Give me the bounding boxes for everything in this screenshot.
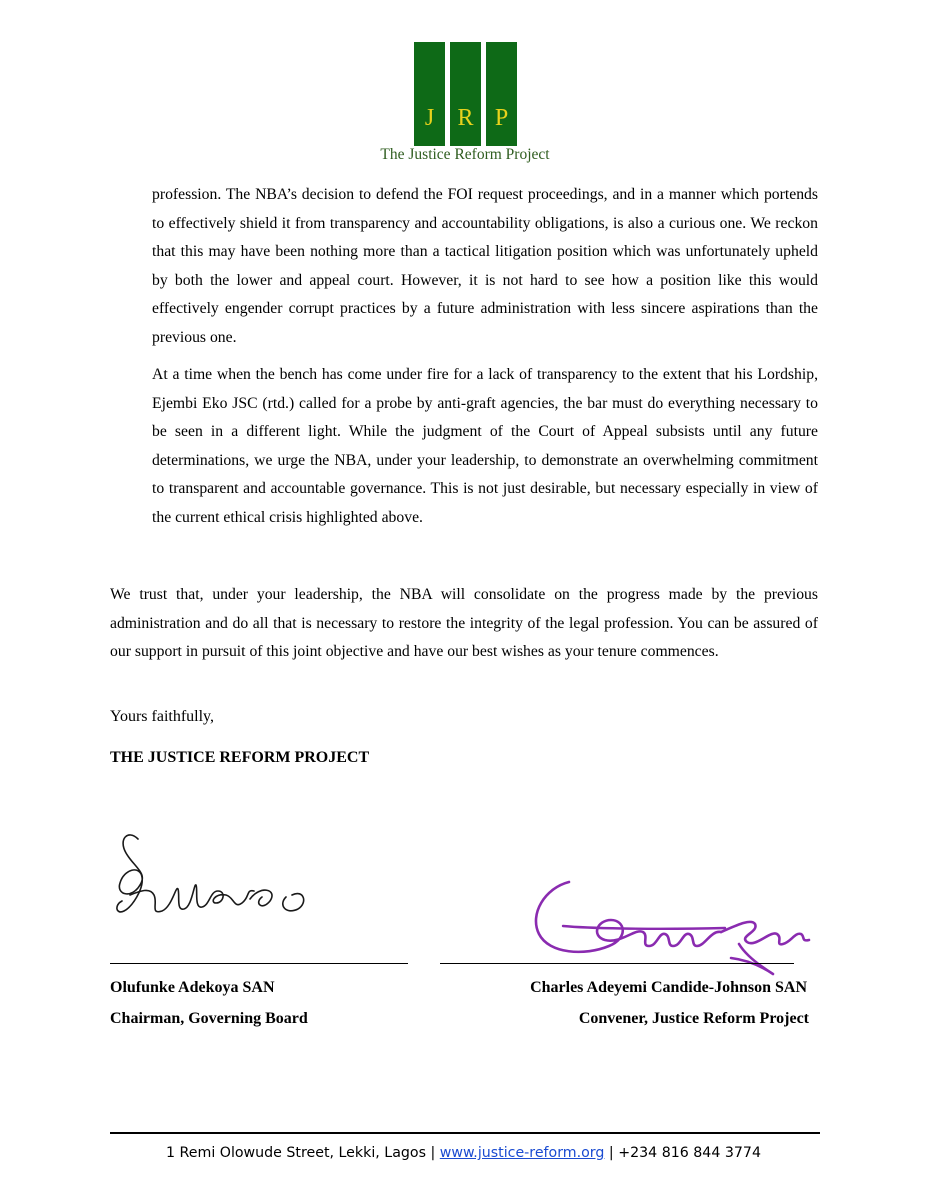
body-paragraph-2: At a time when the bench has come under fire for a lack of transparency to the extent that his Lordship, Ejembi Eko JSC (rtd.) called for a probe by anti-graft agencies, the bar must do everything necessary to be seen in a different light. While the judgment of the Court of Appeal subsists until any future determinations, we urge the NBA, under your leadership, to demonstrate an overwhelming commitment to transparent and accountable governance. This is not just desirable, but necessary especially in view of the current ethical crisis highlighted above. bbox=[152, 366, 818, 526]
logo-caption: The Justice Reform Project bbox=[380, 146, 550, 163]
signature-adekoya bbox=[110, 825, 320, 925]
footer-separator-1: | bbox=[430, 1145, 436, 1161]
footer-phone: +234 816 844 3774 bbox=[618, 1145, 761, 1161]
footer-website-link[interactable]: www.justice-reform.org bbox=[439, 1145, 605, 1161]
logo-bar-p bbox=[486, 42, 517, 146]
footer-separator-2: | bbox=[608, 1145, 614, 1161]
jrp-logo bbox=[370, 40, 560, 170]
signatory-2-title: Convener, Justice Reform Project bbox=[578, 1010, 809, 1027]
footer bbox=[0, 1145, 927, 1161]
logo-letter-j: J bbox=[424, 105, 435, 131]
logo-letter-r: R bbox=[457, 105, 474, 131]
signature-line-left bbox=[110, 963, 408, 964]
signatory-2-name: Charles Adeyemi Candide-Johnson SAN bbox=[530, 979, 807, 996]
footer-rule bbox=[110, 1132, 820, 1134]
logo-bars bbox=[414, 42, 518, 146]
signature-line-right bbox=[440, 963, 794, 964]
body-paragraph-3: We trust that, under your leadership, the NBA will consolidate on the progress made by the previous administration and do all that is necessary to restore the integrity of the legal profession. You can be assured of our support in pursuit of this joint objective and have our best wishes as your tenure commences. bbox=[110, 586, 818, 661]
signatory-1-name: Olufunke Adekoya SAN bbox=[110, 979, 275, 996]
salutation: Yours faithfully, bbox=[110, 708, 215, 725]
logo-letter-p: P bbox=[494, 105, 509, 131]
footer-address: 1 Remi Olowude Street, Lekki, Lagos bbox=[166, 1145, 426, 1161]
logo-bar-j bbox=[414, 42, 445, 146]
organization-name: THE JUSTICE REFORM PROJECT bbox=[110, 749, 370, 766]
body-paragraph-1: profession. The NBA’s decision to defend the FOI request proceedings, and in a manner which portends to effectively shield it from transparency and accountability obligations, is also a curious one. We reckon that this may have been nothing more than a tactical litigation position which was unfortunately upheld by both the lower and appeal court. However, it is not hard to see how a position like this would effectively engender corrupt practices by a future administration with less sincere aspirations than the previous one. bbox=[152, 186, 818, 346]
signatory-1-title: Chairman, Governing Board bbox=[110, 1010, 308, 1027]
logo-bar-r bbox=[450, 42, 481, 146]
